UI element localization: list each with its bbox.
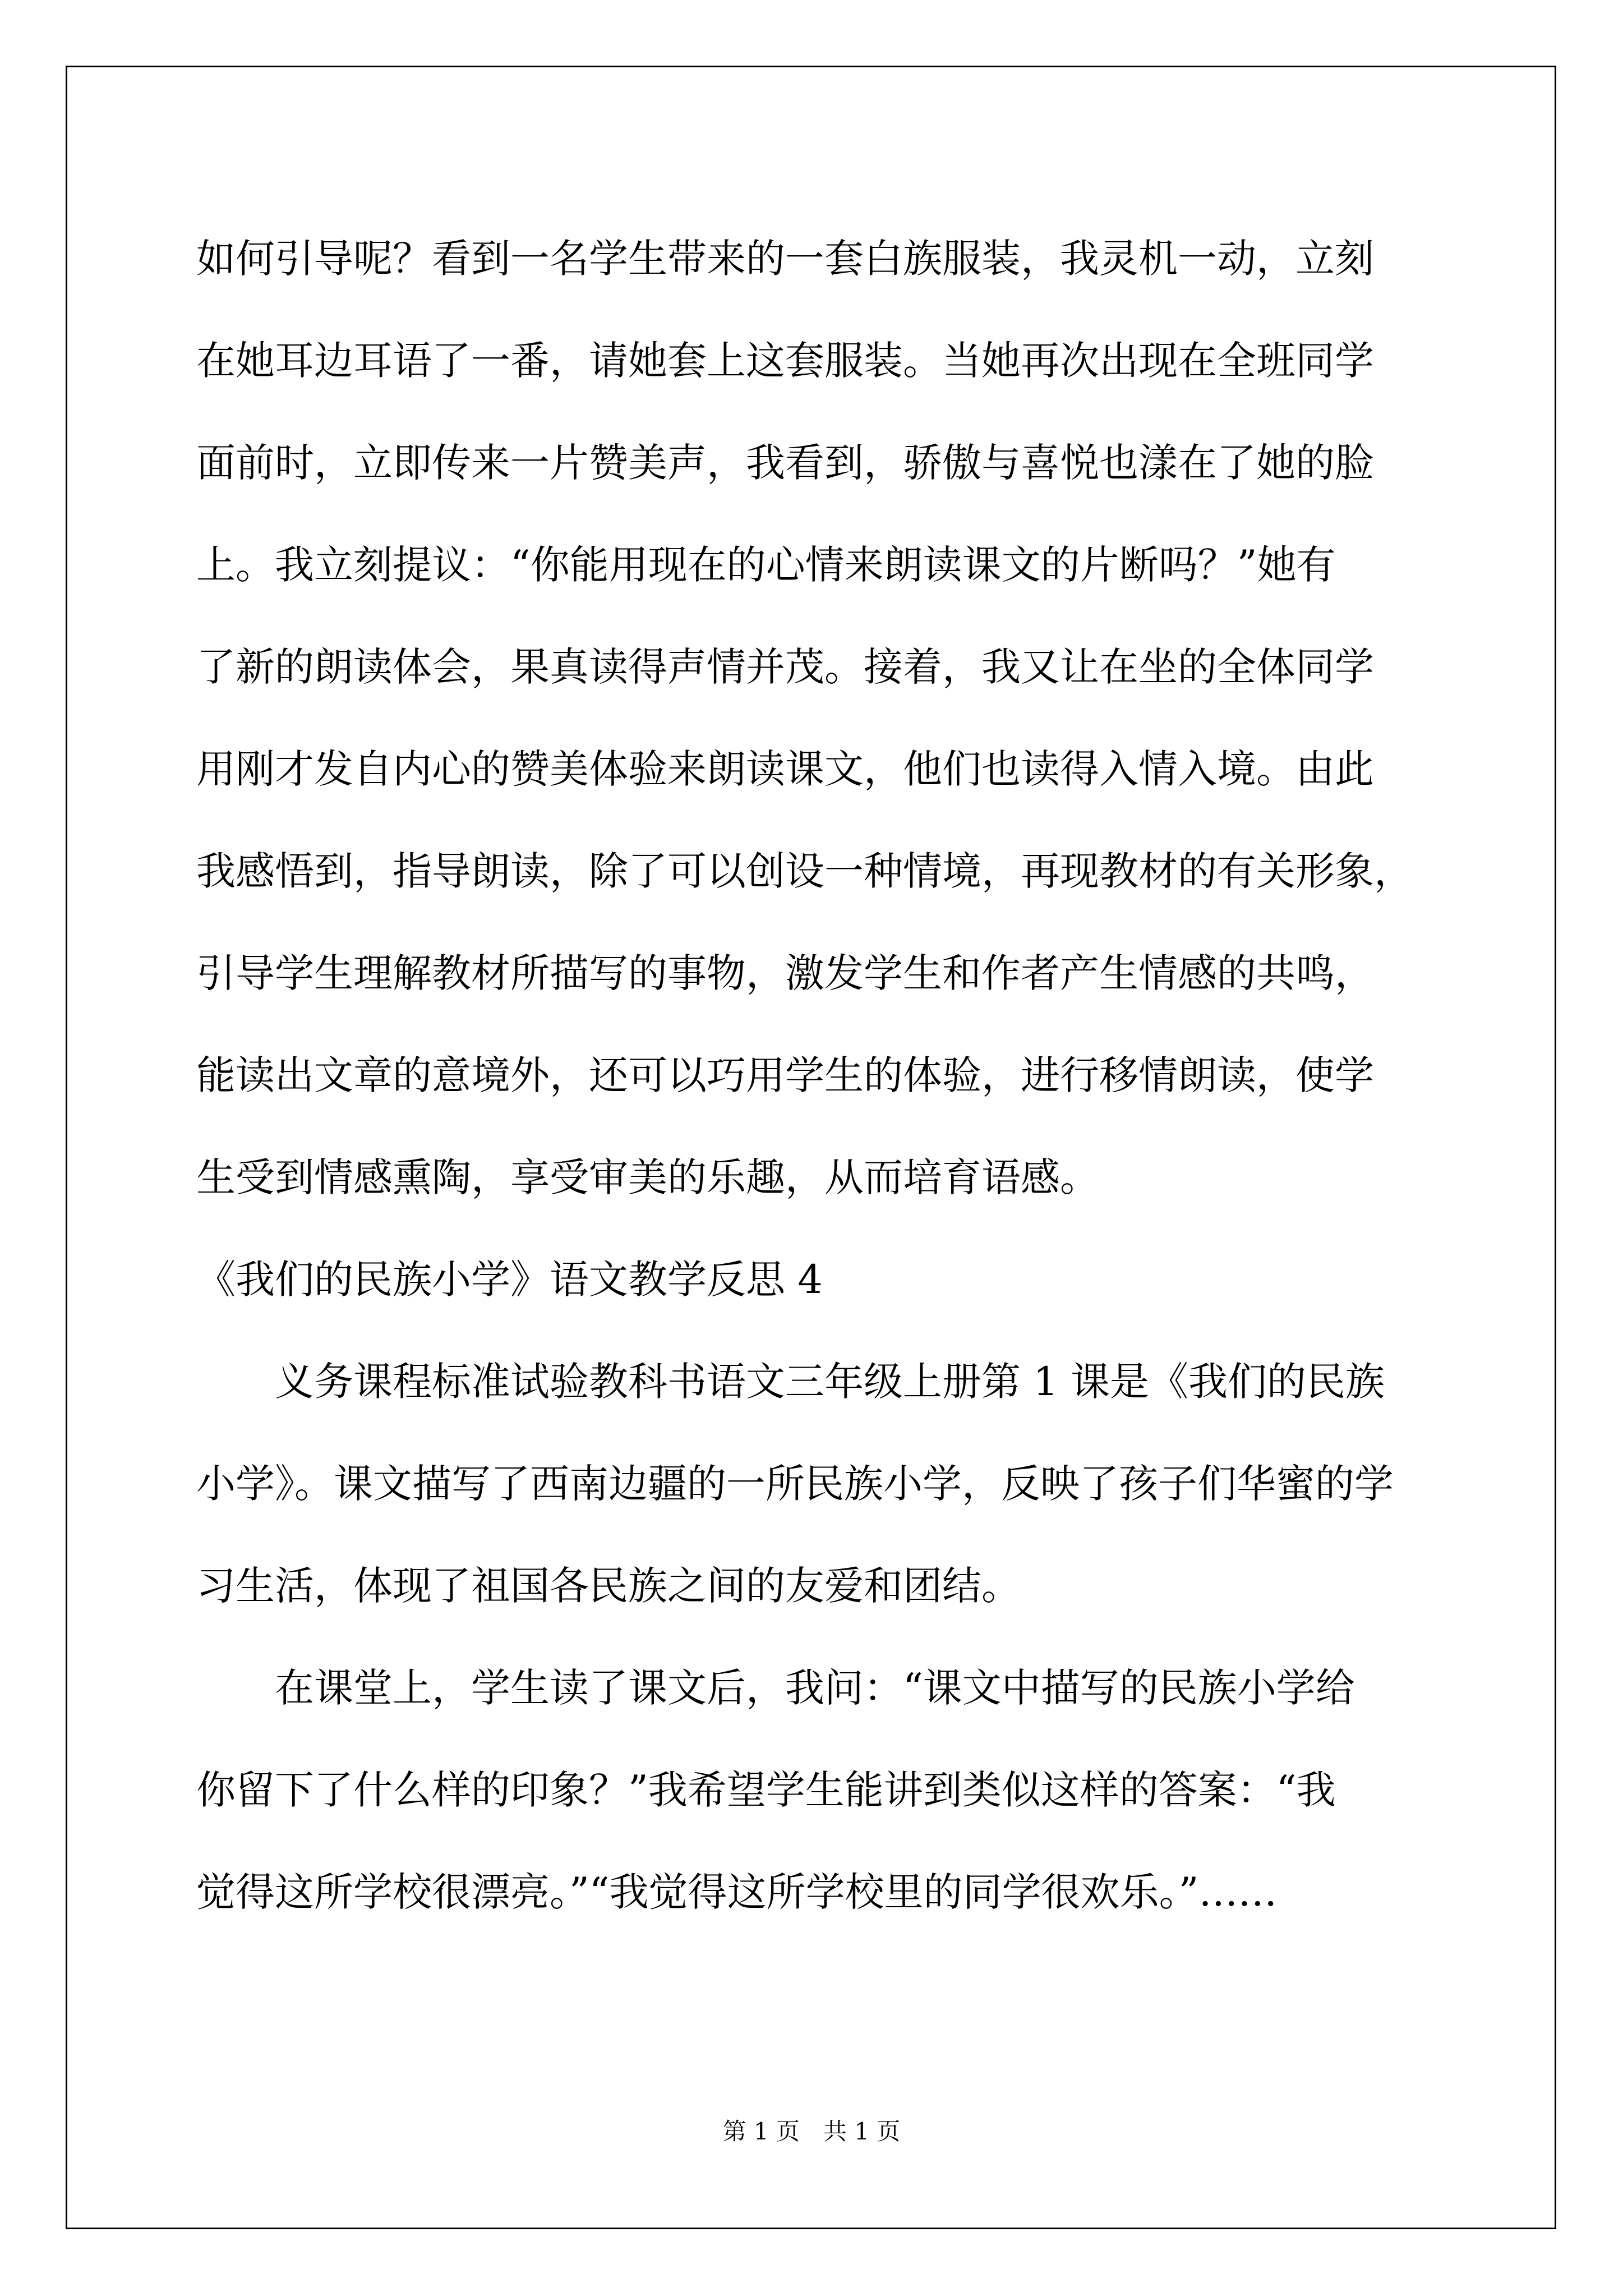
document-body bbox=[196, 208, 1469, 1943]
section-heading: 《我们的民族小学》语文教学反思 4 bbox=[196, 1257, 823, 1303]
text-line: 引导学生理解教材所描写的事物，激发学生和作者产生情感的共鸣， bbox=[196, 950, 1374, 996]
text-line: 我感悟到，指导朗读，除了可以创设一种情境，再现教材的有关形象， bbox=[196, 848, 1413, 894]
text-line: 如何引导呢？看到一名学生带来的一套白族服装，我灵机一动，立刻 bbox=[196, 236, 1374, 282]
text-line: 觉得这所学校很漂亮。”“我觉得这所学校里的同学很欢乐。”…… bbox=[196, 1869, 1278, 1915]
text-line: 上。我立刻提议：“你能用现在的心情来朗读课文的片断吗？”她有 bbox=[196, 542, 1336, 588]
page-footer: 第 1 页 共 1 页 bbox=[722, 2118, 901, 2145]
text-line: 小学》。课文描写了西南边疆的一所民族小学，反映了孩子们华蜜的学 bbox=[196, 1461, 1394, 1507]
text-line: 你留下了什么样的印象？”我希望学生能讲到类似这样的答案：“我 bbox=[196, 1767, 1336, 1813]
text-line: 能读出文章的意境外，还可以巧用学生的体验，进行移情朗读，使学 bbox=[196, 1052, 1374, 1098]
text-line: 在她耳边耳语了一番，请她套上这套服装。当她再次出现在全班同学 bbox=[196, 338, 1374, 384]
text-line: 面前时，立即传来一片赞美声，我看到，骄傲与喜悦也漾在了她的脸 bbox=[196, 440, 1374, 486]
text-line: 义务课程标准试验教科书语文三年级上册第 1 课是《我们的民族 bbox=[275, 1359, 1385, 1405]
text-line: 用刚才发自内心的赞美体验来朗读课文，他们也读得入情入境。由此 bbox=[196, 746, 1374, 792]
text-line: 生受到情感熏陶，享受审美的乐趣，从而培育语感。 bbox=[196, 1154, 1099, 1200]
text-line: 习生活，体现了祖国各民族之间的友爱和团结。 bbox=[196, 1563, 1021, 1609]
text-line: 在课堂上，学生读了课文后，我问：“课文中描写的民族小学给 bbox=[275, 1665, 1355, 1711]
text-line: 了新的朗读体会，果真读得声情并茂。接着，我又让在坐的全体同学 bbox=[196, 644, 1374, 690]
